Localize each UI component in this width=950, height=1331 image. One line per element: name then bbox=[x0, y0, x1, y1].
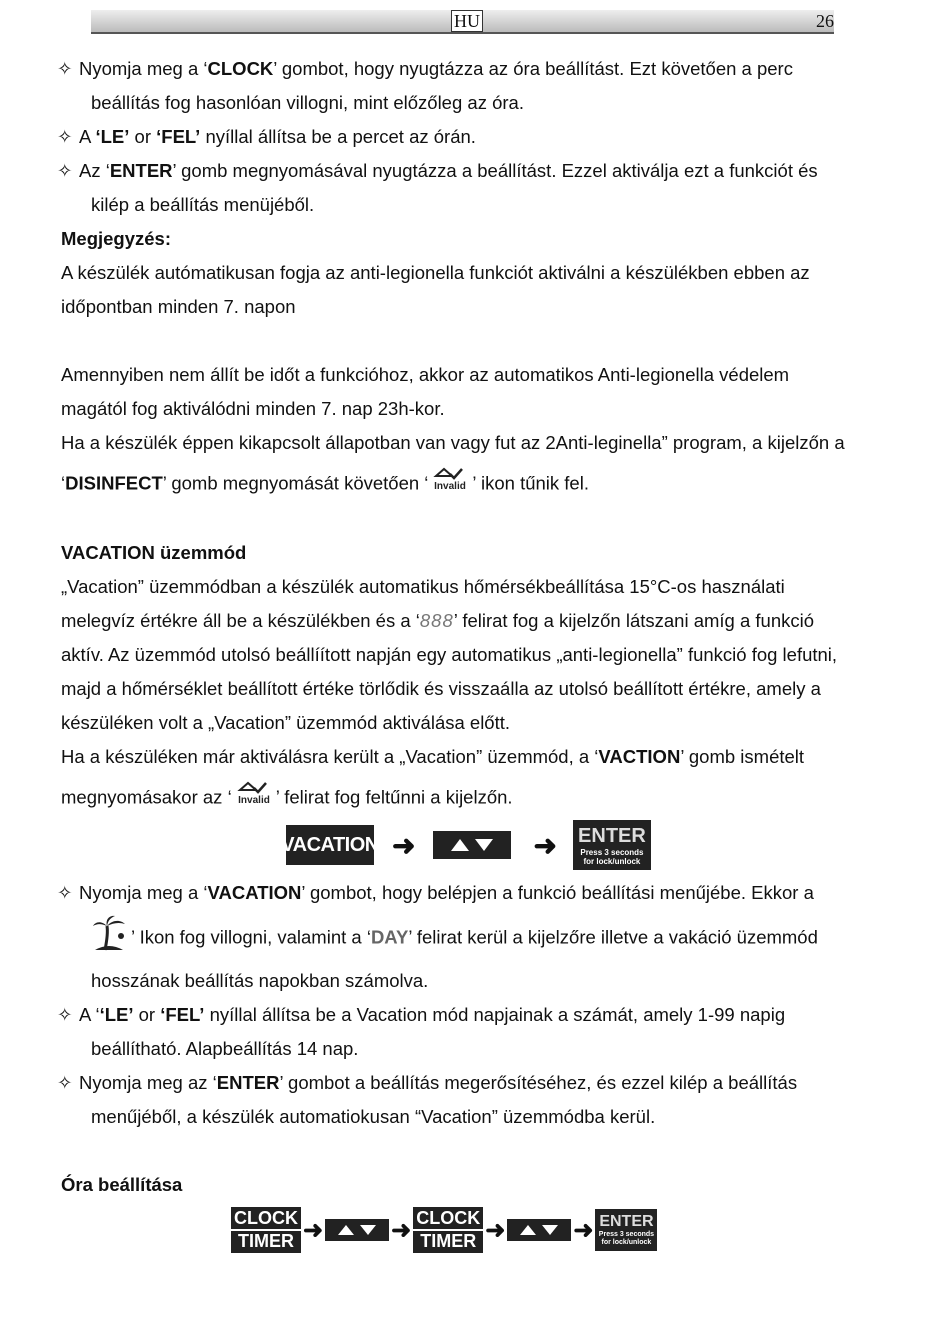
palm-tree-icon bbox=[91, 914, 131, 963]
text-fragment: Az ‘ bbox=[79, 160, 110, 181]
arrow-right-icon: ➜ bbox=[391, 1216, 412, 1244]
invalid-icon bbox=[232, 780, 276, 817]
note-line-2: időpontban minden 7. napon bbox=[61, 296, 296, 317]
text-fragment: ’ gomb ismételt bbox=[680, 746, 805, 767]
text-fragment: ’ Ikon fog villogni, valamint a ‘ bbox=[131, 926, 371, 948]
up-down-keys bbox=[433, 831, 511, 859]
vacation-sequence bbox=[281, 820, 651, 870]
arrow-right-icon: ➜ bbox=[573, 1216, 594, 1244]
text-fragment: A bbox=[79, 126, 96, 147]
vacation-title: VACATION üzemmód bbox=[61, 542, 247, 563]
invalid-icon bbox=[428, 466, 472, 503]
text-fragment: megnyomásakor az ‘ bbox=[61, 786, 232, 808]
vac-line-5: készüléken volt a „Vacation” üzemmód aktiválása előtt. bbox=[61, 712, 511, 733]
text-fragment: Nyomja meg az ‘ bbox=[79, 1072, 217, 1093]
para-line-1: Amennyiben nem állít be időt a funkcióhoz, akkor az automatikos Anti-legionella védelem bbox=[61, 364, 790, 385]
enter-key-hint: for lock/unlock bbox=[583, 856, 641, 866]
text-fragment: ’ felirat kerül a kijelzőre illetve a vakáció üzemmód bbox=[408, 926, 818, 948]
page-number: 26 bbox=[816, 11, 834, 31]
bold-key-name: VACATION bbox=[207, 882, 302, 903]
bold-key-name: ‘FEL’ bbox=[156, 126, 201, 147]
bold-key-name: ENTER bbox=[216, 1072, 280, 1093]
down-arrow-icon bbox=[360, 1225, 376, 1235]
vac-line-2 bbox=[61, 604, 903, 638]
para-line-3: Ha a készülék éppen kikapcsolt állapotban van vagy fut az 2Anti-leginella” program, a kijelzőn a bbox=[61, 432, 845, 453]
disinfect-line bbox=[61, 466, 903, 503]
up-arrow-icon bbox=[451, 839, 469, 851]
text-fragment: ’ gomb megnyomását követően ‘ bbox=[162, 472, 429, 494]
vac-line-7 bbox=[61, 780, 903, 817]
bullet-le-fel bbox=[57, 120, 903, 154]
vacation-key: VACATION bbox=[286, 825, 374, 865]
clock-key-label: CLOCK bbox=[416, 1208, 481, 1228]
text-fragment: ’ gomb megnyomásával nyugtázza a beállítást. Ezzel aktiválja ezt a funkciót és bbox=[172, 160, 818, 181]
enter-key-hint: for lock/unlock bbox=[601, 1239, 652, 1246]
text-fragment: ’ gombot, hogy nyugtázza az óra beállítást. Ezt követően a perc bbox=[273, 58, 793, 79]
star-bullet-icon: ✧ bbox=[57, 1004, 73, 1025]
disinfect-key-name: DISINFECT bbox=[65, 472, 163, 494]
text-fragment: melegvíz értékre áll be a készülékben és a ‘ bbox=[61, 610, 420, 631]
note-line-1: A készülék autómatikusan fogja az anti-legionella funkciót aktiválni a készülékben ebben az bbox=[61, 262, 810, 283]
text-fragment: ’ ikon tűnik fel. bbox=[472, 472, 589, 494]
timer-key-label: TIMER bbox=[231, 1229, 301, 1252]
vac-line-4: majd a hőmérséklet beállított értéke törlődik és visszaálla az utolsó beállított értékre, amely a bbox=[61, 678, 821, 699]
down-arrow-icon bbox=[475, 839, 493, 851]
svg-text:Invalid: Invalid bbox=[237, 795, 270, 806]
vac-line-3: aktív. Az üzemmód utolsó beállíított napján egy automatikus „anti-legionella” funkció fog lefutni, bbox=[61, 644, 838, 665]
text-fragment: A ‘ bbox=[79, 1004, 100, 1025]
enter-key bbox=[595, 1209, 657, 1251]
seg-display-icon: 888 bbox=[419, 610, 454, 631]
vaction-key-name: VACTION bbox=[598, 746, 681, 767]
up-down-keys bbox=[507, 1219, 571, 1241]
text-fragment: or bbox=[129, 126, 157, 147]
vac-line-1: „Vacation” üzemmódban a készülék automatikus hőmérsékbeállítása 15°C-os használati bbox=[61, 576, 785, 597]
bullet-continuation: beállítás fog hasonlóan villogni, mint előzőleg az óra. bbox=[91, 92, 524, 113]
up-arrow-icon bbox=[520, 1225, 536, 1235]
bullet-vacation-days bbox=[57, 998, 903, 1066]
enter-key bbox=[573, 820, 651, 870]
language-label: HU bbox=[451, 10, 483, 32]
bold-key-name: ‘FEL’ bbox=[160, 1004, 205, 1025]
text-fragment: Nyomja meg a ‘ bbox=[79, 882, 208, 903]
clock-sequence bbox=[231, 1207, 657, 1253]
bullet-continuation: kilép a beállítás menüjéből. bbox=[91, 194, 315, 215]
star-bullet-icon: ✧ bbox=[57, 126, 73, 147]
bold-key-name: ENTER bbox=[109, 160, 173, 181]
bold-key-name: ‘LE’ bbox=[99, 1004, 134, 1025]
bold-key-name: ‘LE’ bbox=[95, 126, 130, 147]
bold-key-name: CLOCK bbox=[207, 58, 274, 79]
bullet-continuation: beállítható. Alapbeállítás 14 nap. bbox=[91, 1038, 359, 1059]
bullet-vacation-enter bbox=[57, 1066, 903, 1134]
timer-key-label: TIMER bbox=[413, 1229, 483, 1252]
text-fragment: Ha a készüléken már aktiválásra került a „Vacation” üzemmód, a ‘ bbox=[61, 746, 599, 767]
vac-line-6 bbox=[61, 740, 903, 774]
enter-key-label: ENTER bbox=[599, 1213, 654, 1230]
text-fragment: nyíllal állítsa be a Vacation mód napjainak a számát, amely 1-99 napig bbox=[204, 1004, 786, 1025]
up-arrow-icon bbox=[338, 1225, 354, 1235]
text-fragment: nyíllal állítsa be a percet az órán. bbox=[200, 126, 476, 147]
enter-key-hint: Press 3 seconds bbox=[598, 1231, 655, 1238]
bullet-vacation-line2 bbox=[91, 914, 903, 963]
clock-timer-key bbox=[413, 1207, 483, 1253]
text-fragment: ’ felirat fog feltűnni a kijelzőn. bbox=[275, 786, 513, 808]
bullet-clock-confirm bbox=[57, 52, 903, 120]
star-bullet-icon: ✧ bbox=[57, 58, 73, 79]
clock-timer-key bbox=[231, 1207, 301, 1253]
down-arrow-icon bbox=[542, 1225, 558, 1235]
svg-text:Invalid: Invalid bbox=[434, 481, 467, 492]
text-fragment: ’ gombot, hogy belépjen a funkció beállítási menűjébe. Ekkor a bbox=[301, 882, 814, 903]
text-fragment: or bbox=[133, 1004, 161, 1025]
para-line-2: magától fog aktiválódni minden 7. nap 23h-kor. bbox=[61, 398, 445, 419]
text-fragment: ‘ bbox=[61, 472, 66, 494]
bullet-continuation: menűjéből, a készülék automatiokusan “Vacation” üzemmódba kerül. bbox=[91, 1106, 656, 1127]
text-fragment: ’ gombot a beállítás megerősítéséhez, és ezzel kilép a beállítás bbox=[279, 1072, 798, 1093]
arrow-right-icon: ➜ bbox=[485, 1216, 506, 1244]
star-bullet-icon: ✧ bbox=[57, 160, 73, 181]
bullet-vacation-press bbox=[57, 876, 903, 910]
text-fragment: ’ felirat fog a kijelzőn látszani amíg a funkció bbox=[453, 610, 815, 631]
bullet-vacation-line3: hosszának beállítás napokban számolva. bbox=[91, 970, 429, 991]
arrow-right-icon: ➜ bbox=[392, 829, 416, 861]
star-bullet-icon: ✧ bbox=[57, 1072, 73, 1093]
text-fragment: Nyomja meg a ‘ bbox=[79, 58, 208, 79]
enter-key-hint: Press 3 seconds bbox=[580, 847, 644, 857]
bullet-enter-confirm bbox=[57, 154, 903, 222]
day-display-text: DAY bbox=[370, 926, 409, 948]
arrow-right-icon: ➜ bbox=[533, 829, 557, 861]
clock-key-label: CLOCK bbox=[234, 1208, 298, 1228]
star-bullet-icon: ✧ bbox=[57, 882, 73, 903]
arrow-right-icon: ➜ bbox=[303, 1216, 324, 1244]
note-title: Megjegyzés: bbox=[61, 228, 172, 249]
clock-title: Óra beállítása bbox=[61, 1174, 183, 1195]
enter-key-label: ENTER bbox=[578, 824, 646, 847]
up-down-keys bbox=[325, 1219, 389, 1241]
